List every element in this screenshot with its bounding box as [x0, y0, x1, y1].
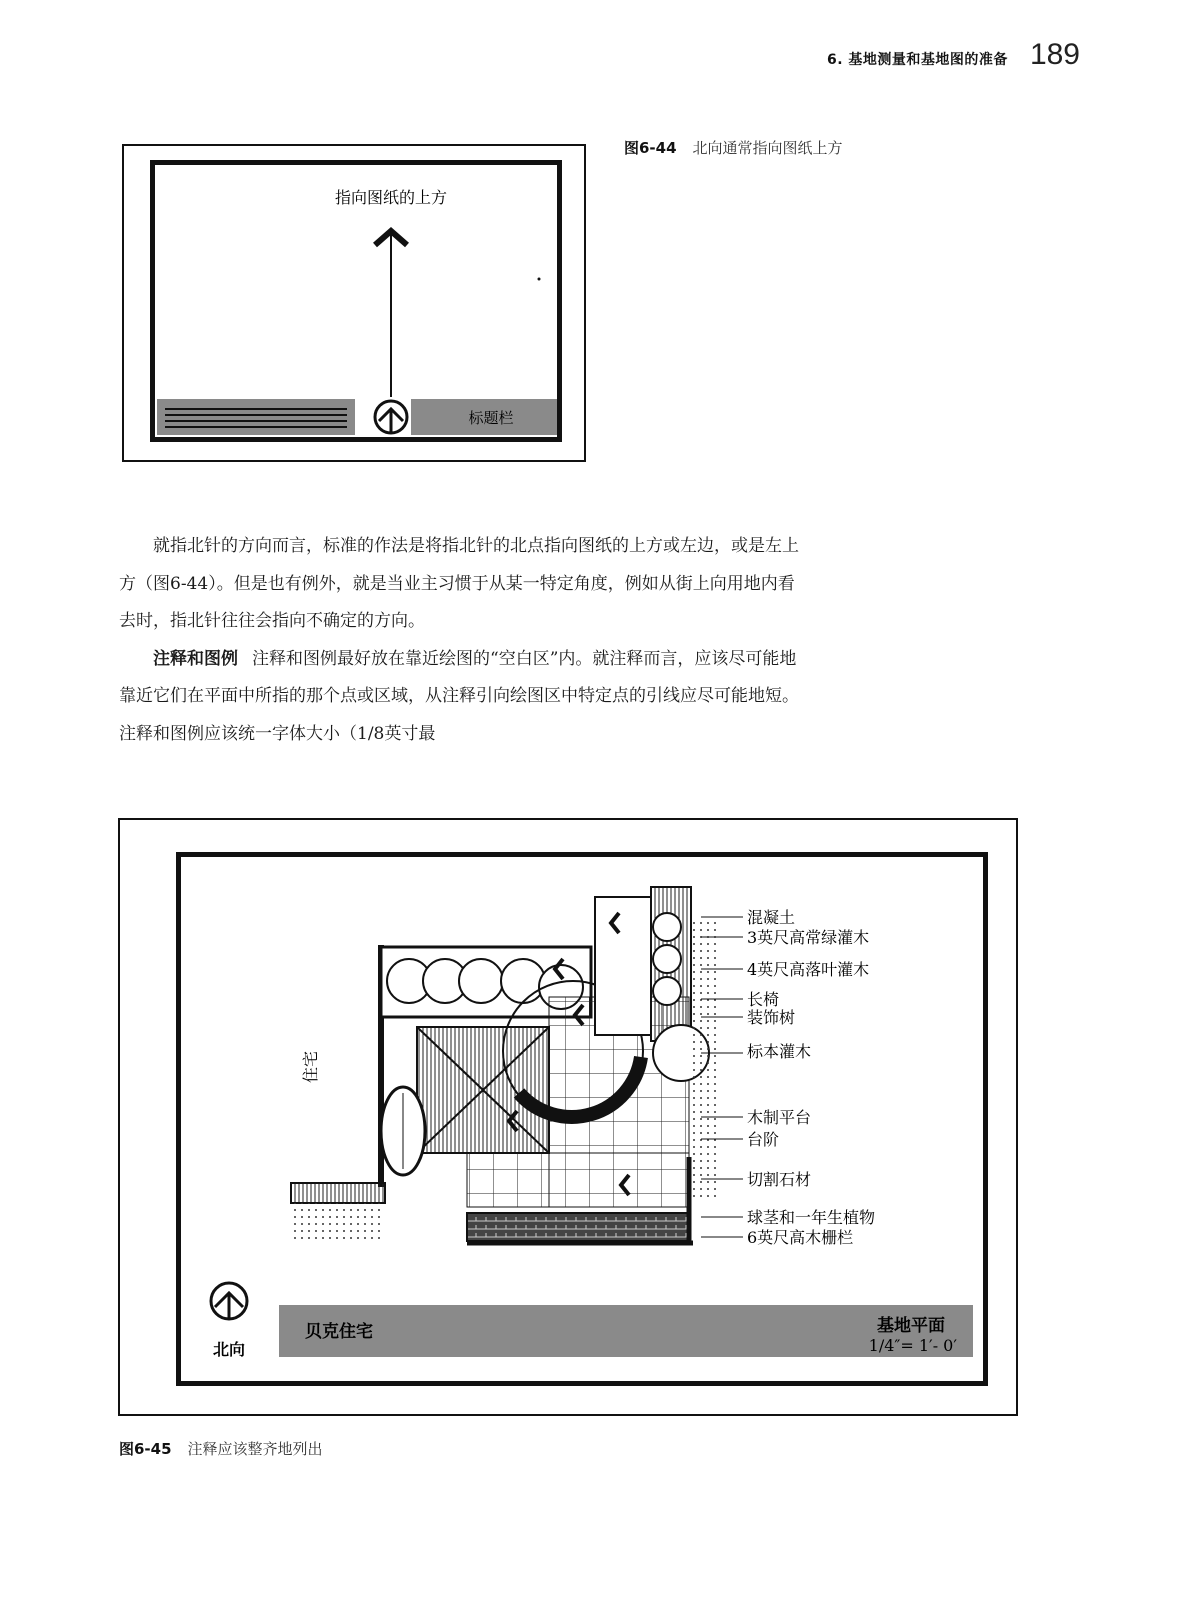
site-plan-drawing [181, 857, 983, 1381]
annotation-evergreen-shrub: 3英尺高常绿灌木 [747, 928, 870, 947]
concrete-strip [595, 897, 651, 1035]
caption-text: 北向通常指向图纸上方 [692, 139, 843, 157]
site-plan-sheet [176, 852, 988, 1386]
stone-paving-lower [467, 1153, 689, 1207]
house-label: 住宅 [301, 1050, 320, 1084]
title-block [157, 399, 557, 435]
annotation-cut-stone: 切割石材 [747, 1170, 812, 1189]
body-text [119, 528, 809, 753]
annotation-bench: 长椅 [747, 990, 780, 1009]
paragraph-2 [119, 641, 809, 754]
figure-6-44 [122, 144, 586, 462]
title-block-label: 标题栏 [468, 409, 514, 427]
page-header [827, 38, 1080, 72]
ground-dots [291, 1203, 385, 1243]
plan-title: 基地平面 [877, 1316, 945, 1336]
annotation-specimen-shrub: 标本灌木 [747, 1042, 812, 1061]
annotation-steps: 台阶 [747, 1130, 780, 1149]
caption-number: 图6-44 [624, 139, 677, 157]
north-arrow-diagram [155, 165, 557, 437]
paragraph-2-lead: 注释和图例 [153, 648, 238, 669]
page-number: 189 [1029, 38, 1080, 71]
caption-text: 注释应该整齐地列出 [187, 1440, 323, 1458]
figure-6-45-caption [119, 1438, 323, 1459]
annotation-list [747, 908, 875, 1247]
plan-scale: 1/4″= 1′- 0′ [868, 1336, 957, 1355]
annotation-bulbs: 球茎和一年生植物 [747, 1208, 876, 1227]
house-edge [291, 1183, 385, 1203]
wood-deck [417, 1027, 549, 1153]
annotation-wood-deck: 木制平台 [747, 1108, 812, 1127]
annotation-ornamental-tree: 装饰树 [747, 1008, 796, 1027]
paragraph-1: 就指北针的方向而言，标准的作法是将指北针的北点指向图纸的上方或左边，或是左上方（图6-44）。但是也有例外，就是当业主习惯于从某一特定角度，例如从街上向用地内看去时，指北针往往会指向不确定的方向。 [119, 536, 799, 631]
figure-6-45 [118, 818, 1018, 1416]
annotation-concrete: 混凝土 [747, 908, 796, 927]
figure-6-44-caption [624, 135, 864, 161]
bulb-bed [467, 1213, 689, 1241]
project-name: 贝克住宅 [305, 1322, 373, 1342]
ground-cover [691, 917, 721, 1197]
north-symbol-icon [211, 1283, 247, 1319]
ornamental-tree [381, 1087, 425, 1175]
caption-number: 图6-45 [119, 1440, 172, 1458]
paragraph-2-text: 注释和图例最好放在靠近绘图的“空白区”内。就注释而言，应该尽可能地靠近它们在平面中所指的那个点或区域，从注释引向绘图区中特定点的引线应尽可能地短。注释和图例应该统一字体大小（1/8英寸最 [119, 648, 799, 744]
north-label: 北向 [212, 1340, 246, 1359]
north-symbol-icon [375, 401, 407, 433]
annotation-deciduous-shrub: 4英尺高落叶灌木 [747, 960, 870, 979]
drawing-sheet [150, 160, 562, 442]
annotation-fence: 6英尺高木栅栏 [747, 1228, 854, 1247]
arrow-label: 指向图纸的上方 [334, 188, 448, 207]
section-title: 6. 基地测量和基地图的准备 [827, 52, 1008, 68]
deciduous-shrubs [653, 913, 681, 1005]
speck-mark [538, 278, 541, 281]
